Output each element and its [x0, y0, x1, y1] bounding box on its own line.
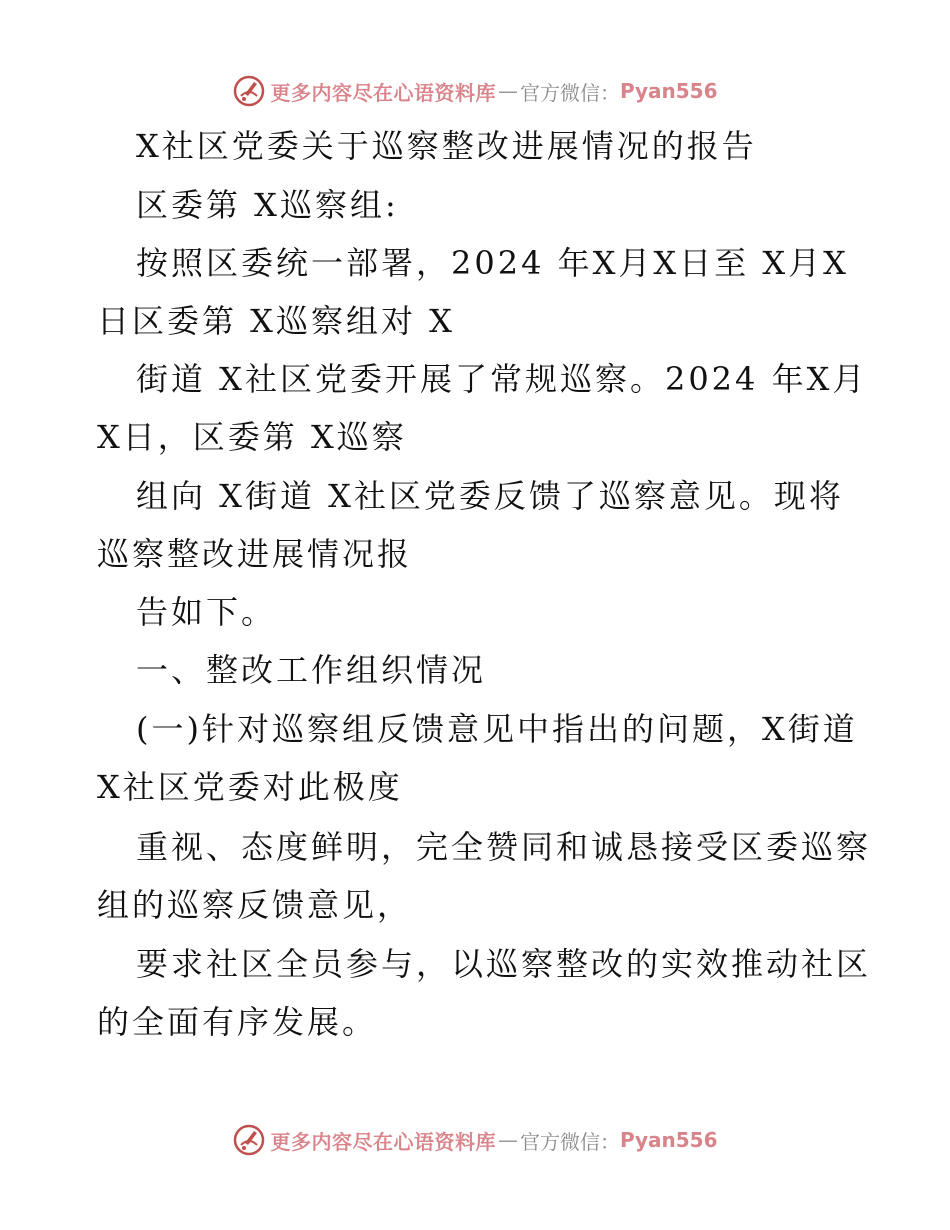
header-watermark: [0, 71, 950, 111]
watermark-official-label: 官方微信：: [519, 80, 620, 105]
watermark-wechat-id: Pyan556: [619, 79, 718, 103]
paragraph-line: 组的巡察反馈意见，: [97, 886, 413, 924]
paragraph-line: X社区党委对此极度: [97, 768, 403, 806]
footer-watermark: [0, 1120, 950, 1160]
watermark-site-text: 更多内容尽在心语资料库: [270, 1129, 496, 1154]
paragraph-line: (一)针对巡察组反馈意见中指出的问题，X街道: [136, 710, 858, 748]
paragraph-line: 日区委第 X巡察组对 X: [97, 302, 455, 340]
watermark-official-label: 官方微信：: [519, 1129, 620, 1154]
section-heading: 一、整改工作组织情况: [136, 651, 487, 689]
paragraph-line: 的全面有序发展。: [97, 1003, 378, 1041]
watermark-wechat-id: Pyan556: [619, 1128, 718, 1152]
watermark-dash: —: [497, 1128, 518, 1152]
book-pen-logo-icon: [232, 74, 266, 108]
paragraph-line: 组向 X街道 X社区党委反馈了巡察意见。现将: [136, 477, 844, 515]
watermark-dash: —: [497, 79, 518, 103]
paragraph-line: 告如下。: [136, 593, 277, 631]
paragraph-line: 巡察整改进展情况报: [97, 535, 413, 573]
salutation: 区委第 X巡察组:: [136, 186, 399, 224]
paragraph-line: 要求社区全员参与，以巡察整改的实效推动社区: [136, 945, 872, 983]
document-title: X社区党委关于巡察整改进展情况的报告: [136, 127, 757, 165]
paragraph-line: X日，区委第 X巡察: [97, 418, 407, 456]
paragraph-line: 按照区委统一部署，2024 年X月X日至 X月X: [136, 244, 849, 282]
book-pen-logo-icon: [232, 1123, 266, 1157]
paragraph-line: 重视、态度鲜明，完全赞同和诚恳接受区委巡察: [136, 828, 872, 866]
paragraph-line: 街道 X社区党委开展了常规巡察。2024 年X月: [136, 360, 868, 398]
watermark-site-text: 更多内容尽在心语资料库: [270, 80, 496, 105]
